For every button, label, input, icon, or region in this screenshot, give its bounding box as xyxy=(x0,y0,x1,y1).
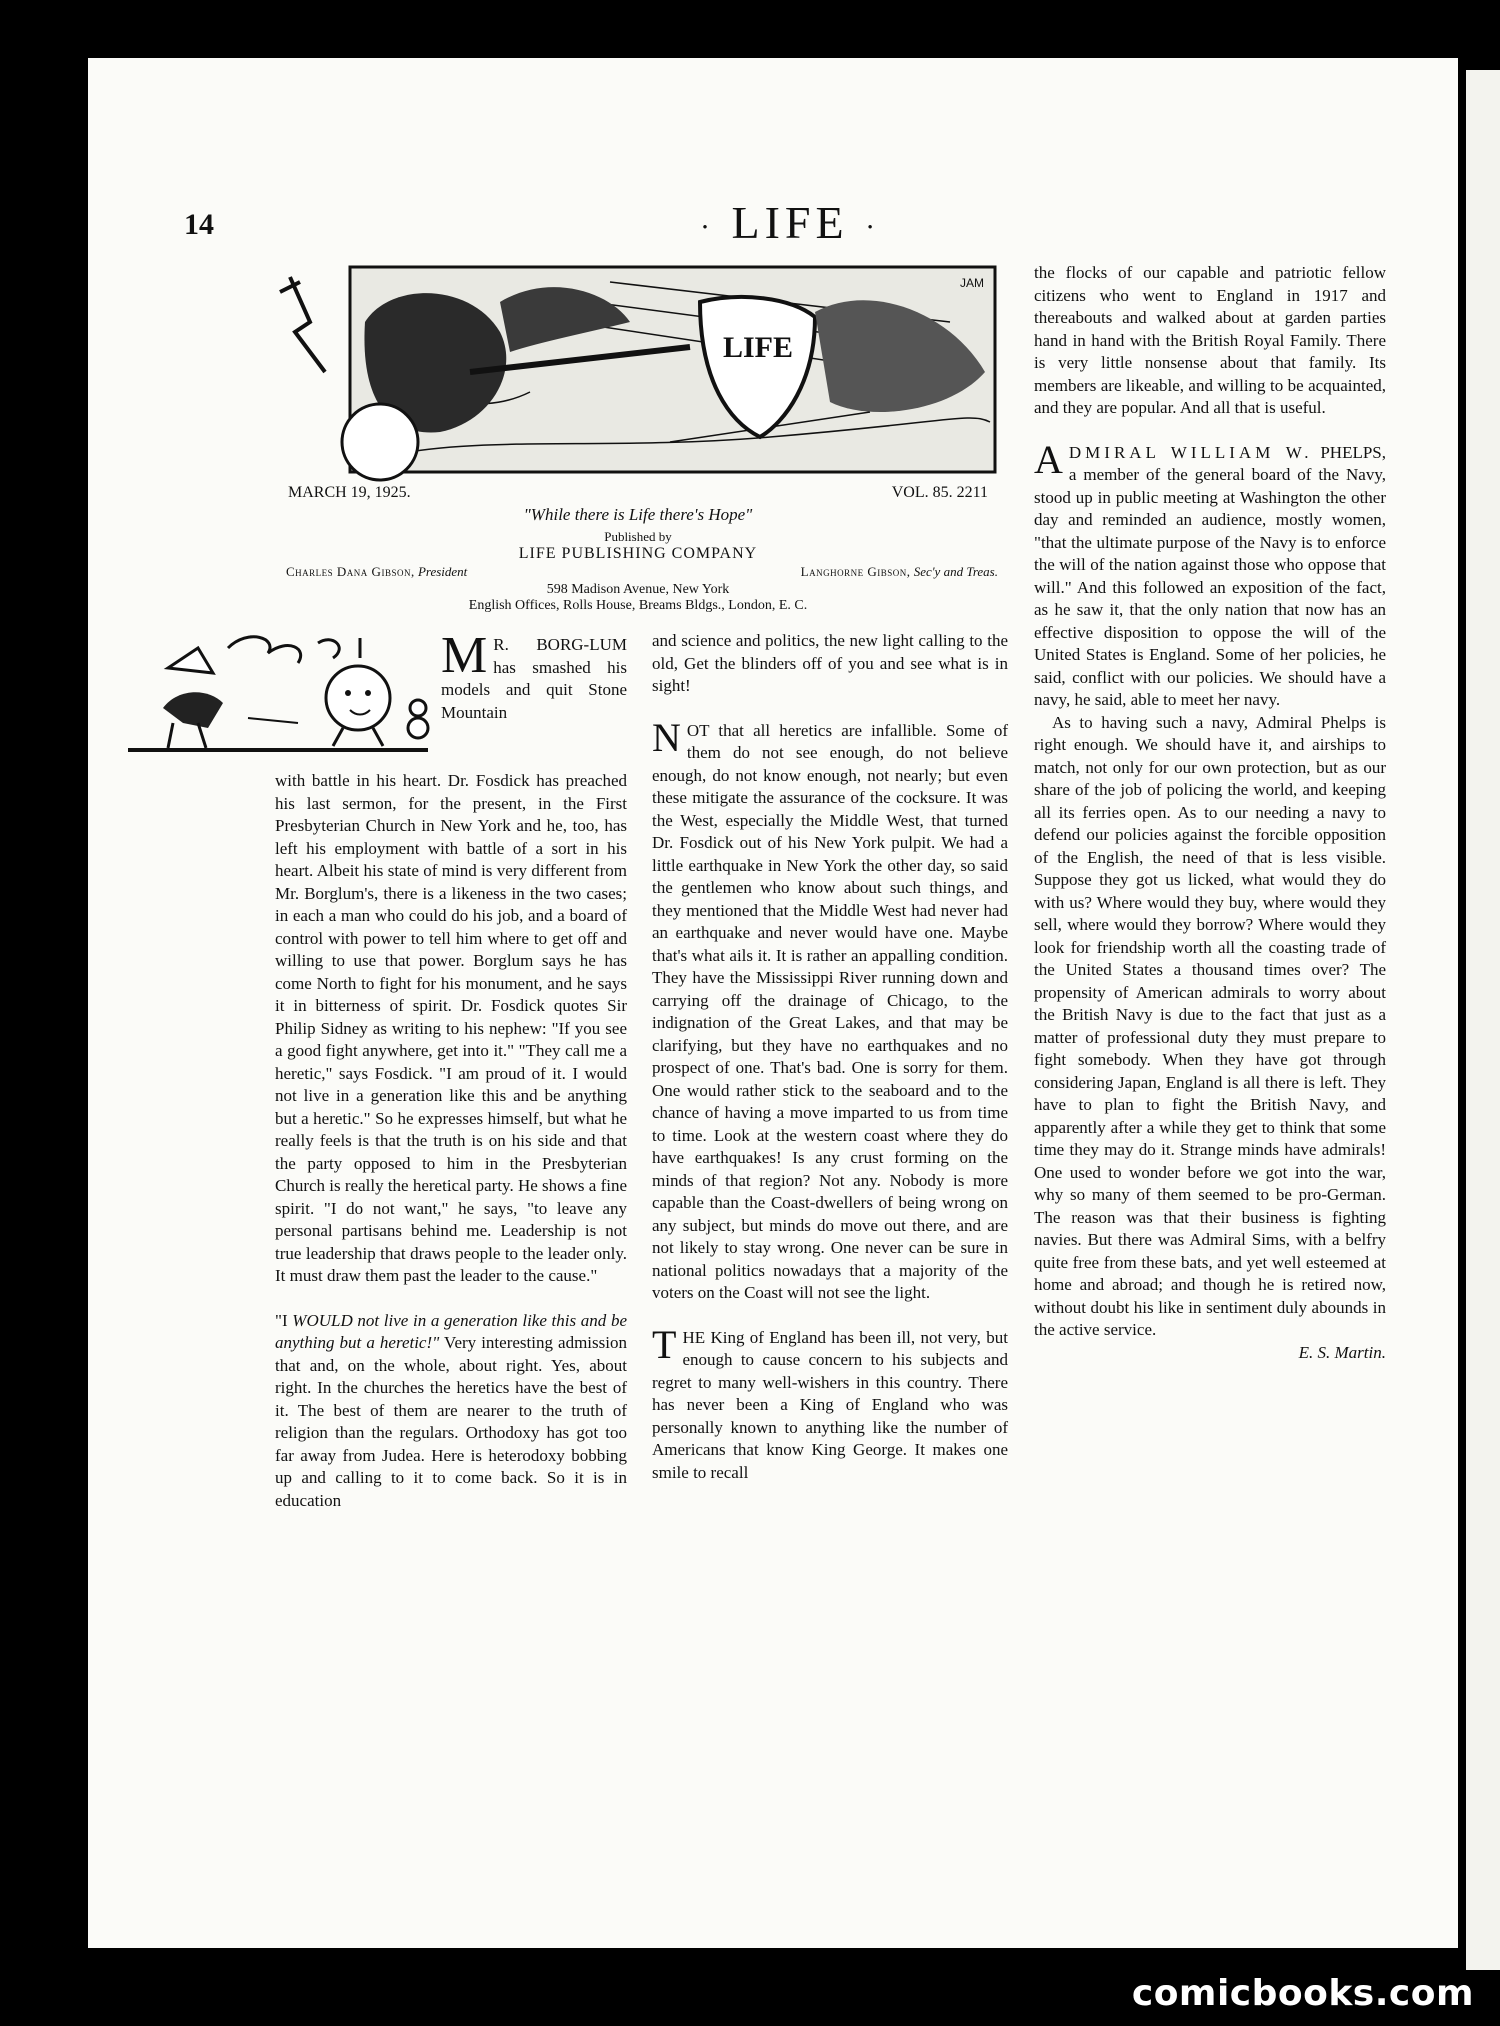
column1-paragraph-2 xyxy=(275,1310,627,1513)
title-dot-right: · xyxy=(865,210,881,244)
cartoon-figures-drawing xyxy=(128,628,436,758)
article-column-1 xyxy=(275,770,627,1512)
publisher-name: LIFE PUBLISHING COMPANY xyxy=(518,545,758,562)
column3-paragraph-3: As to having such a navy, Admiral Phelps is right enough. We should have it, and airships to match, not only for our own protection, but as our share of the job of policing the world, and keeping all its ferries open. As to our needing a navy to defend our policies against the forcible opposition of the English, the need of that is less visible. Suppose they got us licked, what would they do with us? Where would they buy, where would they sell, where would they borrow? Where would they look for friendship worth all the coasting trade of the United States a thousand times over? The propensity of American admirals to worry about the British Navy is due to the fact that just as a matter of professional duty they must prepare to fight somebody. When they have got through considering Japan, England is all there is left. They have to plan to fight the British Navy, and apparently after a while they get to think that some time they may do it. Strange minds have admirals! One used to wonder before we got into the war, why so many of them seemed to be pro-German. The reason was that their business is fighting navies. But there was Admiral Sims, with a belfry quite free from these bats, and yet well esteemed at home and abroad; and though he is retired now, without doubt his like in sentiment duly abounds in the active service. xyxy=(1034,712,1386,1339)
president-title: President xyxy=(417,564,468,579)
column1-paragraph-1: with battle in his heart. Dr. Fosdick has preached his last sermon, for the present, in the First Presbyterian Church in New York and he, too, has left his employment with battle of a sort in his heart. Albeit his state of mind is very different from Mr. Borglum's, there is a likeness in the two cases; in each a man who could do his job, and a board of control with power to tell him where to get off and willing to use that power. Borglum says he has come North to fight for his monument, and he says it in bitterness of spirit. Dr. Fosdick quotes Sir Philip Sidney as writing to his nephew: "If you see a good fight anywhere, get into it." "They call me a heretic," says Fosdick. "I am proud of it. I would not live in a generation like this and be anything but a heretic." So he expresses himself, but what he really feels is that the truth is on his side and that the party opposed to him in the Presbyterian Church is really the heretical party. He shows a fine spirit. "I do not want," he says, "to leave any personal partisans behind me. Leadership is not true leadership that draws people to the leader only. It must draw them past the leader to the cause." xyxy=(275,771,627,1285)
magazine-title xyxy=(700,196,880,249)
article-column-3 xyxy=(1034,262,1386,1364)
president-name: Charles Dana Gibson, xyxy=(286,564,415,579)
article-column-2 xyxy=(652,630,1008,1484)
column2-paragraph-3 xyxy=(652,1321,1008,1485)
published-by: Published by xyxy=(604,529,672,544)
issue-volume: VOL. 85. 2211 xyxy=(891,484,988,501)
column3-paragraph-2 xyxy=(1034,436,1387,712)
dropcap-n: N xyxy=(652,714,681,760)
title-text: LIFE xyxy=(731,197,849,248)
column3-spaced-heading: DMIRAL WILLIAM W. xyxy=(1068,442,1313,462)
artist-signature: JAM xyxy=(960,276,984,290)
motto: "While there is Life there's Hope" xyxy=(523,505,753,524)
secretary-credit xyxy=(801,564,998,580)
column2-paragraph-2-text: OT that all heretics are infallible. Some of them do not see enough, do not believe enough, do not know enough, not nearly; but even these mitigate the assurance of the cocksure. It was the West, especially the Middle West, that turned Dr. Fosdick out of his New York pulpit. We had a little earthquake in New York the other day, so said the gentlemen who know about such things, and they mentioned that the Middle West had never had an earthquake and never would have one. Maybe that's what ails it. It is rather an appalling condition. They have the Mississippi River running down and carrying off the drainage of Chicago, to the indignation of the Great Lakes, and that may be clarifying, but they have no earthquakes and no prospect of one. That's bad. One is sorry for them. One would rather stick to the seaboard and to the chance of having a move imparted to us from time to time. Look at the western coast where they do have earthquakes! Is any crust forming on the minds of that region? Not any. Nobody is more capable than the Coast-dwellers of being wrong on any subject, but minds do move out there, and are not likely to stay wrong. One never can be sure in national politics nowadays that a majority of the voters on the Coast will not see the light. xyxy=(652,720,1008,1302)
masthead-illustration xyxy=(270,262,1000,482)
page-number: 14 xyxy=(184,208,214,241)
issue-date: MARCH 19, 1925. xyxy=(288,484,411,501)
title-dot-left: · xyxy=(700,210,715,244)
banner-shield-text: LIFE xyxy=(722,331,794,364)
column3-paragraph-2-text: PHELPS, a member of the general board of the Navy, stood up in public meeting at Washington the other day and reminded an audience, mostly women, "that the ultimate purpose of the Navy is to enforce the will of the nation against those who oppose that will." And this followed an exposition of the fact, as he saw it, that the only nation that now has an effective disposition to oppose the will of the United States is England. Some of her policies, he said, conflict with our policies. We should have a navy, he said, able to meet her navy. xyxy=(1034,442,1387,709)
dropcap-t: T xyxy=(652,1321,677,1367)
author-signature: E. S. Martin. xyxy=(1298,1342,1386,1362)
column1-quote-italic: WOULD not live in a generation like this and be anything but a heretic!" xyxy=(275,1310,627,1352)
english-offices: English Offices, Rolls House, Breams Bldgs., London, E. C. xyxy=(468,598,808,613)
column2-paragraph-1: and science and politics, the new light calling to the old, Get the blinders off of you and see what is in sight! xyxy=(652,631,1008,695)
dropcap-a: A xyxy=(1034,436,1063,482)
secretary-title: Sec'y and Treas. xyxy=(913,564,998,579)
knight-and-devil-drawing xyxy=(270,262,1000,482)
adjacent-page-edge xyxy=(1462,70,1500,1970)
column3-paragraph-1: the flocks of our capable and patriotic fellow citizens who went to England in 1917 and thereabouts and walked about at garden parties hand in hand with the British Royal Family. There is very little nonsense about that family. Its members are likeable, and willing to be acquainted, and they are popular. And all that is useful. xyxy=(1034,263,1386,417)
cartoon-illustration xyxy=(128,628,436,758)
dropcap-m: M xyxy=(441,627,488,684)
secretary-name: Langhorne Gibson, xyxy=(800,564,911,579)
column2-paragraph-3-text: HE King of England has been ill, not very, but enough to cause concern to his subjects and regret to many well-wishers in this country. There has never been a King of England who was personally known to anything like the number of Americans that know King George. It makes one smile to recall xyxy=(652,1327,1008,1482)
column1-quote-open: "I xyxy=(275,1310,288,1330)
column2-paragraph-2 xyxy=(652,714,1008,1305)
watermark: comicbooks.com xyxy=(1131,1973,1474,2014)
column1-opening xyxy=(441,627,627,724)
president-credit xyxy=(286,564,467,580)
column1-opening-text: R. BORG-LUM has smashed his models and quit Stone Mountain xyxy=(441,635,627,722)
publisher-address: 598 Madison Avenue, New York xyxy=(546,582,730,597)
column1-paragraph-2-rest: Very interesting admission that and, on the whole, about right. Yes, about right. In the churches the heretics have the best of it. The best of them are nearer to the truth of religion than the regulars. Orthodoxy has got too far away from Judea. Here is heterodoxy bobbing up and calling to it to come back. So it is in education xyxy=(275,1333,627,1510)
